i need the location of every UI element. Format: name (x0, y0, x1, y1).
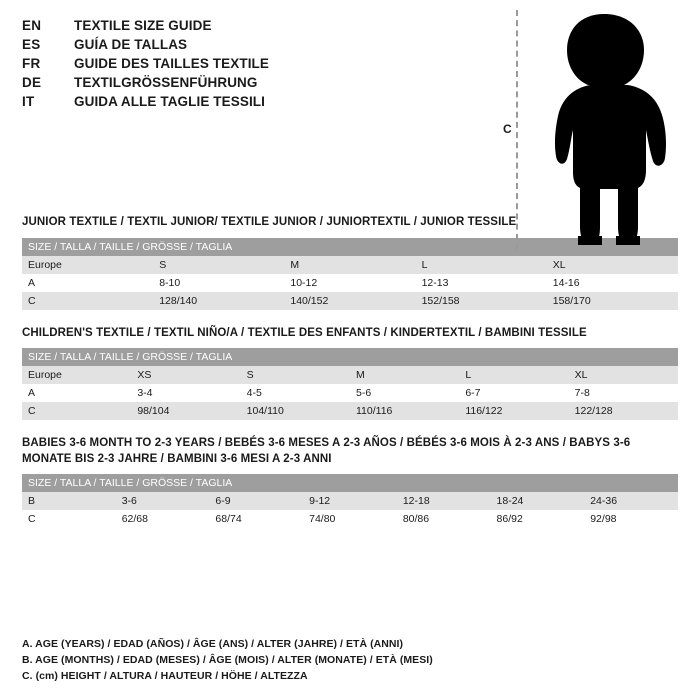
language-row (22, 94, 492, 109)
row-label: B (22, 492, 116, 510)
cell: S (153, 256, 284, 274)
legend (22, 638, 682, 686)
row-label: A (22, 384, 131, 402)
language-row (22, 75, 492, 90)
table-row (22, 274, 678, 292)
table-row (22, 292, 678, 310)
table-header-cell: SIZE / TALLA / TAILLE / GRÖSSE / TAGLIA (22, 238, 678, 256)
language-code: DE (22, 75, 42, 90)
measurement-figure (502, 10, 682, 250)
cell: 24-36 (584, 492, 678, 510)
language-row (22, 56, 492, 71)
cell: 18-24 (491, 492, 585, 510)
language-title: GUIDA ALLE TAGLIE TESSILI (74, 94, 265, 109)
height-measure-label: C (503, 122, 512, 136)
section-title: BABIES 3-6 MONTH TO 2-3 YEARS / BEBÉS 3-6 MESES A 2-3 AÑOS / BÉBÉS 3-6 MOIS À 2-3 ANS / BABYS 3-6 MONATE BIS 2-3 JAHRE / BAMBINI 3-6 MESI A 2-3 ANNI (22, 437, 631, 465)
section-title: CHILDREN'S TEXTILE / TEXTIL NIÑO/A / TEXTILE DES ENFANTS / KINDERTEXTIL / BAMBINI TESSILE (22, 326, 587, 339)
cell: M (284, 256, 415, 274)
cell: 5-6 (350, 384, 459, 402)
table-row (22, 402, 678, 420)
cell: 128/140 (153, 292, 284, 310)
cell: 122/128 (569, 402, 678, 420)
cell: 4-5 (241, 384, 350, 402)
cell: XS (131, 366, 240, 384)
section-babies (22, 436, 678, 528)
cell: 62/68 (116, 510, 210, 528)
section-title: JUNIOR TEXTILE / TEXTIL JUNIOR/ TEXTILE JUNIOR / JUNIORTEXTIL / JUNIOR TESSILE (22, 216, 517, 228)
cell: 92/98 (584, 510, 678, 528)
cell: 6-9 (209, 492, 303, 510)
cell: 86/92 (491, 510, 585, 528)
height-dashed-line (516, 10, 518, 250)
table-header-cell: SIZE / TALLA / TAILLE / GRÖSSE / TAGLIA (22, 348, 678, 366)
language-code: EN (22, 18, 42, 33)
table-header-cell: SIZE / TALLA / TAILLE / GRÖSSE / TAGLIA (22, 474, 678, 492)
language-code: FR (22, 56, 41, 71)
section-children (22, 326, 678, 421)
table-row (22, 492, 678, 510)
babies-size-table (22, 474, 678, 528)
cell: 3-4 (131, 384, 240, 402)
row-label: Europe (22, 256, 153, 274)
table-row (22, 510, 678, 528)
table-header-row (22, 474, 678, 492)
cell: XL (547, 256, 678, 274)
row-label: A (22, 274, 153, 292)
cell: 68/74 (209, 510, 303, 528)
row-label: C (22, 292, 153, 310)
table-row (22, 256, 678, 274)
cell: 104/110 (241, 402, 350, 420)
language-row (22, 18, 492, 33)
language-title: TEXTILE SIZE GUIDE (74, 18, 212, 33)
cell: 14-16 (547, 274, 678, 292)
cell: 12-18 (397, 492, 491, 510)
cell: 8-10 (153, 274, 284, 292)
cell: M (350, 366, 459, 384)
cell: 110/116 (350, 402, 459, 420)
cell: L (416, 256, 547, 274)
cell: 116/122 (459, 402, 568, 420)
cell: XL (569, 366, 678, 384)
cell: 140/152 (284, 292, 415, 310)
cell: L (459, 366, 568, 384)
table-header-row (22, 348, 678, 366)
cell: 7-8 (569, 384, 678, 402)
table-row (22, 366, 678, 384)
cell: 10-12 (284, 274, 415, 292)
children-size-table (22, 348, 678, 420)
cell: 98/104 (131, 402, 240, 420)
cell: 3-6 (116, 492, 210, 510)
language-row (22, 37, 492, 52)
cell: S (241, 366, 350, 384)
row-label: Europe (22, 366, 131, 384)
cell: 74/80 (303, 510, 397, 528)
cell: 12-13 (416, 274, 547, 292)
row-label: C (22, 402, 131, 420)
cell: 158/170 (547, 292, 678, 310)
language-title-block (22, 18, 492, 109)
cell: 6-7 (459, 384, 568, 402)
language-title: TEXTILGRÖSSENFÜHRUNG (74, 75, 258, 90)
cell: 152/158 (416, 292, 547, 310)
language-code: IT (22, 94, 35, 109)
legend-line-c: C. (cm) HEIGHT / ALTURA / HAUTEUR / HÖHE / ALTEZZA (22, 670, 308, 682)
cell: 9-12 (303, 492, 397, 510)
cell: 80/86 (397, 510, 491, 528)
language-code: ES (22, 37, 41, 52)
language-title: GUÍA DE TALLAS (74, 37, 188, 52)
toddler-silhouette-icon (536, 12, 676, 248)
legend-line-a: A. AGE (YEARS) / EDAD (AÑOS) / ÂGE (ANS) / ALTER (JAHRE) / ETÀ (ANNI) (22, 638, 404, 650)
language-title: GUIDE DES TAILLES TEXTILE (74, 56, 270, 71)
table-row (22, 384, 678, 402)
row-label: C (22, 510, 116, 528)
legend-line-b: B. AGE (MONTHS) / EDAD (MESES) / ÂGE (MOIS) / ALTER (MONATE) / ETÀ (MESI) (22, 654, 433, 666)
